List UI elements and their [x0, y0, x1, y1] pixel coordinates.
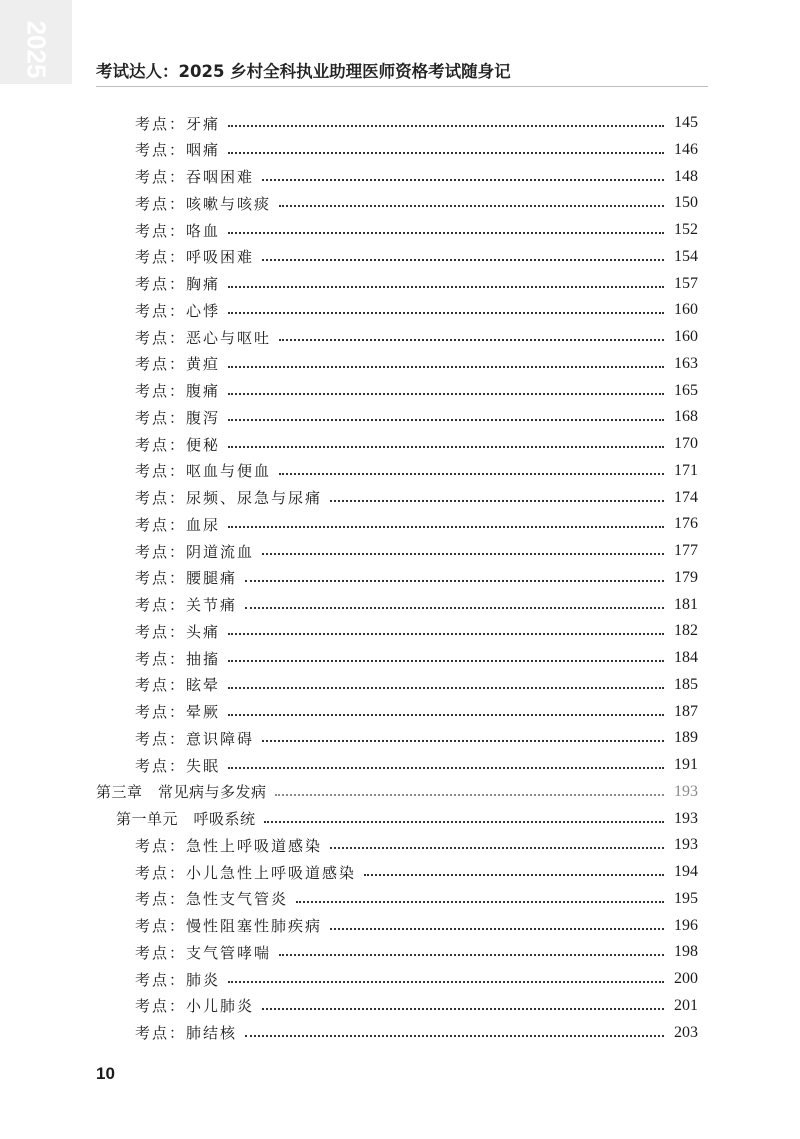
toc-entry[interactable]	[135, 137, 698, 163]
toc-entry[interactable]	[135, 271, 698, 297]
toc-entry-page: 181	[674, 595, 698, 613]
toc-entry[interactable]	[135, 297, 698, 323]
toc-entry[interactable]	[135, 725, 698, 751]
toc-entry-page: 145	[674, 114, 698, 131]
toc-entry[interactable]	[135, 966, 698, 992]
toc-entry-label: 考点：吞咽困难	[135, 168, 255, 186]
side-year: 2025	[21, 20, 52, 79]
toc-entry-page: 184	[674, 649, 698, 666]
dot-leader	[228, 767, 664, 769]
toc-entry-label: 第一单元 呼吸系统	[116, 810, 256, 828]
dot-leader	[262, 740, 664, 742]
toc-entry-label: 考点：呕血与便血	[135, 462, 272, 481]
toc-entry-page: 148	[674, 167, 698, 185]
toc-entry-label: 考点：阴道流血	[135, 542, 255, 561]
toc-entry-page: 193	[674, 809, 698, 827]
toc-entry-label: 第三章 常见病与多发病	[96, 783, 267, 802]
dot-leader	[228, 633, 664, 635]
toc-entry-label: 考点：血尿	[135, 515, 221, 534]
toc-entry[interactable]	[135, 832, 698, 858]
dot-leader	[228, 419, 664, 421]
toc-entry-page: 168	[674, 408, 698, 426]
dot-leader	[228, 526, 664, 528]
toc-chapter-heading[interactable]	[96, 779, 698, 805]
dot-leader	[330, 928, 664, 930]
toc-entry-page: 150	[674, 194, 698, 212]
toc-entry-page: 193	[674, 836, 698, 854]
toc-entry-label: 考点：咳嗽与咳痰	[135, 194, 272, 213]
toc-entry-page: 189	[674, 729, 698, 747]
toc-entry-page: 195	[674, 889, 698, 907]
toc-entry-page: 146	[674, 140, 698, 158]
toc-entry[interactable]	[135, 752, 698, 778]
dot-leader	[228, 312, 664, 314]
side-tab	[0, 0, 72, 84]
toc-entry[interactable]	[135, 645, 698, 671]
toc-entry[interactable]	[135, 458, 698, 484]
toc-entry-page: 163	[674, 354, 698, 372]
toc-entry-page: 198	[674, 943, 698, 961]
dot-leader	[228, 446, 664, 448]
header-divider	[96, 86, 708, 87]
toc-entry[interactable]	[135, 939, 698, 965]
toc-entry-label: 考点：呼吸困难	[135, 248, 255, 267]
dot-leader	[228, 286, 664, 288]
toc-entry-label: 考点：便秘	[135, 435, 221, 454]
toc-entry-label: 考点：恶心与呕吐	[135, 328, 272, 347]
toc-entry-label: 考点：尿频、尿急与尿痛	[135, 489, 323, 507]
dot-leader	[279, 954, 664, 956]
toc-entry-page: 200	[674, 970, 698, 987]
toc-entry-page: 196	[674, 916, 698, 934]
dot-leader	[330, 847, 664, 849]
dot-leader	[262, 259, 664, 261]
dot-leader	[245, 1035, 664, 1037]
toc-entry[interactable]	[135, 351, 698, 377]
toc-entry-page: 194	[674, 863, 698, 880]
toc-entry-label: 考点：急性上呼吸道感染	[135, 836, 323, 855]
toc-entry[interactable]	[135, 511, 698, 537]
toc-entry-label: 考点：黄疸	[135, 355, 221, 374]
toc-entry[interactable]	[135, 886, 698, 912]
dot-leader	[228, 366, 664, 368]
dot-leader	[279, 339, 664, 341]
dot-leader	[262, 179, 664, 181]
toc-entry-page: 154	[674, 247, 698, 265]
dot-leader	[279, 205, 664, 207]
dot-leader	[262, 553, 664, 555]
toc-entry-label: 考点：腹泻	[135, 408, 221, 427]
dot-leader	[279, 473, 664, 475]
toc-entry-page: 160	[674, 328, 698, 345]
toc-entry-label: 考点：肺结核	[135, 1024, 238, 1042]
toc-entry[interactable]	[135, 699, 698, 725]
toc-entry-label: 考点：小儿急性上呼吸道感染	[135, 863, 357, 882]
toc-entry-label: 考点：小儿肺炎	[135, 997, 255, 1016]
dot-leader	[264, 821, 664, 823]
toc-entry-label: 考点：失眠	[135, 756, 221, 775]
toc-entry-page: 152	[674, 221, 698, 238]
dot-leader	[245, 580, 664, 582]
toc-entry-page: 170	[674, 435, 698, 452]
toc-entry-page: 201	[674, 996, 698, 1014]
dot-leader	[228, 687, 664, 689]
toc-entry-label: 考点：咯血	[135, 221, 221, 240]
toc-entry-label: 考点：晕厥	[135, 703, 221, 721]
toc-entry[interactable]	[135, 993, 698, 1019]
toc-entry-page: 171	[674, 461, 698, 479]
toc-entry[interactable]	[135, 592, 698, 618]
toc-entry[interactable]	[135, 324, 698, 350]
toc-entry-page: 165	[674, 381, 698, 399]
toc-entry-label: 考点：咽痛	[135, 141, 221, 160]
toc-entry[interactable]	[135, 217, 698, 243]
toc-unit-heading[interactable]	[116, 806, 698, 832]
toc-entry[interactable]	[135, 378, 698, 404]
toc-entry[interactable]	[135, 431, 698, 457]
toc-entry-label: 考点：抽搐	[135, 649, 221, 668]
toc-entry-label: 考点：胸痛	[135, 275, 221, 293]
toc-entry-label: 考点：慢性阻塞性肺疾病	[135, 917, 323, 935]
toc-entry[interactable]	[135, 672, 698, 698]
dot-leader	[364, 874, 664, 876]
toc-entry-page: 160	[674, 301, 698, 319]
toc-entry[interactable]	[135, 110, 698, 136]
toc-entry-page: 185	[674, 675, 698, 693]
dot-leader	[228, 232, 664, 234]
toc-entry-label: 考点：支气管哮喘	[135, 943, 272, 962]
toc-entry-page: 193	[674, 782, 698, 800]
toc-entry[interactable]	[135, 565, 698, 591]
toc-entry[interactable]	[135, 164, 698, 190]
dot-leader	[228, 714, 664, 716]
dot-leader	[228, 660, 664, 662]
toc-entry-page: 174	[674, 488, 698, 506]
toc-entry-page: 179	[674, 568, 698, 586]
running-header-title: 考试达人：2025 乡村全科执业助理医师资格考试随身记	[96, 62, 511, 81]
toc-entry-label: 考点：肺炎	[135, 970, 221, 989]
toc-entry-label: 考点：头痛	[135, 622, 221, 641]
dot-leader	[275, 794, 664, 796]
dot-leader	[330, 500, 664, 502]
toc-entry[interactable]	[135, 404, 698, 430]
toc-entry-label: 考点：牙痛	[135, 114, 221, 133]
dot-leader	[262, 1008, 664, 1010]
toc-entry-page: 182	[674, 622, 698, 640]
toc-entry-page: 157	[674, 274, 698, 292]
toc-entry[interactable]	[135, 1020, 698, 1046]
toc-entry[interactable]	[135, 190, 698, 216]
toc-entry-label: 考点：腰腿痛	[135, 569, 238, 588]
toc-entry-label: 考点：心悸	[135, 301, 221, 320]
toc-entry[interactable]	[135, 618, 698, 644]
dot-leader	[228, 393, 664, 395]
dot-leader	[228, 125, 664, 127]
toc-entry[interactable]	[135, 538, 698, 564]
toc-entry-label: 考点：意识障碍	[135, 729, 255, 748]
toc-entry-label: 考点：急性支气管炎	[135, 890, 289, 909]
toc-entry[interactable]	[135, 485, 698, 511]
toc-entry-label: 考点：腹痛	[135, 382, 221, 400]
toc-entry[interactable]	[135, 913, 698, 939]
toc-entry-page: 176	[674, 515, 698, 533]
toc-entry-page: 177	[674, 542, 698, 559]
toc-entry-page: 187	[674, 702, 698, 720]
dot-leader	[245, 607, 664, 609]
dot-leader	[296, 901, 664, 903]
toc-entry-label: 考点：关节痛	[135, 596, 238, 614]
toc-entry-label: 考点：眩晕	[135, 676, 221, 695]
toc-entry[interactable]	[135, 244, 698, 270]
dot-leader	[228, 981, 664, 983]
toc-entry[interactable]	[135, 859, 698, 885]
dot-leader	[228, 152, 664, 154]
toc-entry-page: 203	[674, 1023, 698, 1041]
toc-entry-page: 191	[674, 756, 698, 773]
page-number: 10	[96, 1064, 115, 1083]
